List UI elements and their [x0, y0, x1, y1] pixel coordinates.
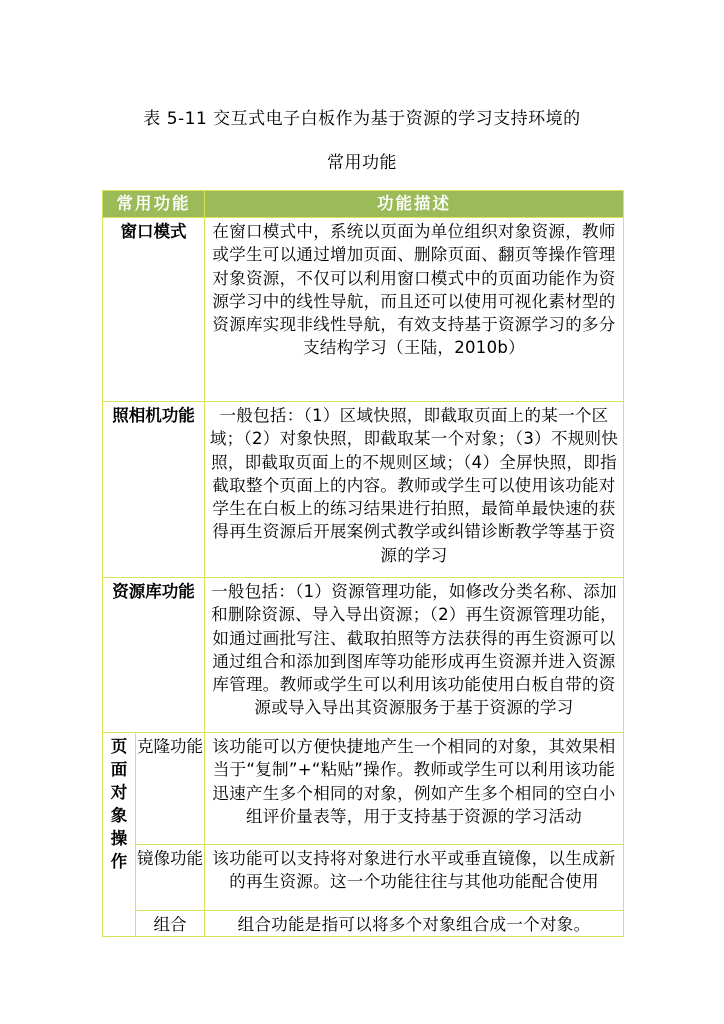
group-label-char: 操 [110, 829, 128, 848]
row-description: 该功能可以支持将对象进行水平或垂直镜像，以生成新的再生资源。这一个功能往往与其他功能配合使用 [205, 845, 624, 911]
table-caption-line2: 常用功能 [327, 153, 397, 173]
table-row [103, 845, 624, 911]
table-row [103, 578, 624, 733]
group-label-char: 对 [110, 783, 128, 802]
row-description: 组合功能是指可以将多个对象组合成一个对象。 [205, 911, 624, 937]
group-label-char: 面 [110, 760, 128, 779]
header-category: 常用功能 [103, 191, 205, 218]
group-label-char: 作 [110, 852, 128, 871]
row-description: 在窗口模式中，系统以页面为单位组织对象资源，教师或学生可以通过增加页面、删除页面、翻页等操作管理对象资源，不仅可以利用窗口模式中的页面功能作为资源学习中的线性导航，而且还可以使用可视化素材型的资源库实现非线性导航，有效支持基于资源学习的多分支结构学习（王陆，2010b） [205, 218, 624, 402]
table-row [103, 733, 624, 845]
table-header-row [103, 191, 624, 218]
group-label-char: 象 [110, 806, 128, 825]
header-description: 功能描述 [205, 191, 624, 218]
group-label [103, 733, 136, 937]
sub-category: 镜像功能 [136, 845, 205, 911]
row-description: 该功能可以方便快捷地产生一个相同的对象，其效果相当于“复制”+“粘贴”操作。教师或学生可以利用该功能迅速产生多个相同的对象，例如产生多个相同的空白小组评价量表等，用于支持基于资源的学习活动 [205, 733, 624, 845]
table-row [103, 911, 624, 937]
row-description: 一般包括：（1）资源管理功能，如修改分类名称、添加和删除资源、导入导出资源；（2）再生资源管理功能，如通过画批写注、截取拍照等方法获得的再生资源可以通过组合和添加到图库等功能形成再生资源并进入资源库管理。教师或学生可以利用该功能使用白板自带的资源或导入导出其资源服务于基于资源的学习 [205, 578, 624, 733]
table-row [103, 218, 624, 402]
row-description: 一般包括：（1）区域快照，即截取页面上的某一个区域；（2）对象快照，即截取某一个对象；（3）不规则快照，即截取页面上的不规则区域；（4）全屏快照，即指截取整个页面上的内容。教师或学生可以使用该功能对学生在白板上的练习结果进行拍照，最简单最快速的获得再生资源后开展案例式教学或纠错诊断教学等基于资源的学习 [205, 402, 624, 578]
row-category: 资源库功能 [103, 578, 205, 733]
group-label-char: 页 [110, 737, 128, 756]
function-table [102, 190, 624, 937]
row-category: 窗口模式 [103, 218, 205, 402]
sub-category: 组合 [136, 911, 205, 937]
table-row [103, 402, 624, 578]
table-caption-line1: 表 5-11 交互式电子白板作为基于资源的学习支持环境的 [143, 109, 581, 129]
sub-category: 克隆功能 [136, 733, 205, 845]
row-category: 照相机功能 [103, 402, 205, 578]
